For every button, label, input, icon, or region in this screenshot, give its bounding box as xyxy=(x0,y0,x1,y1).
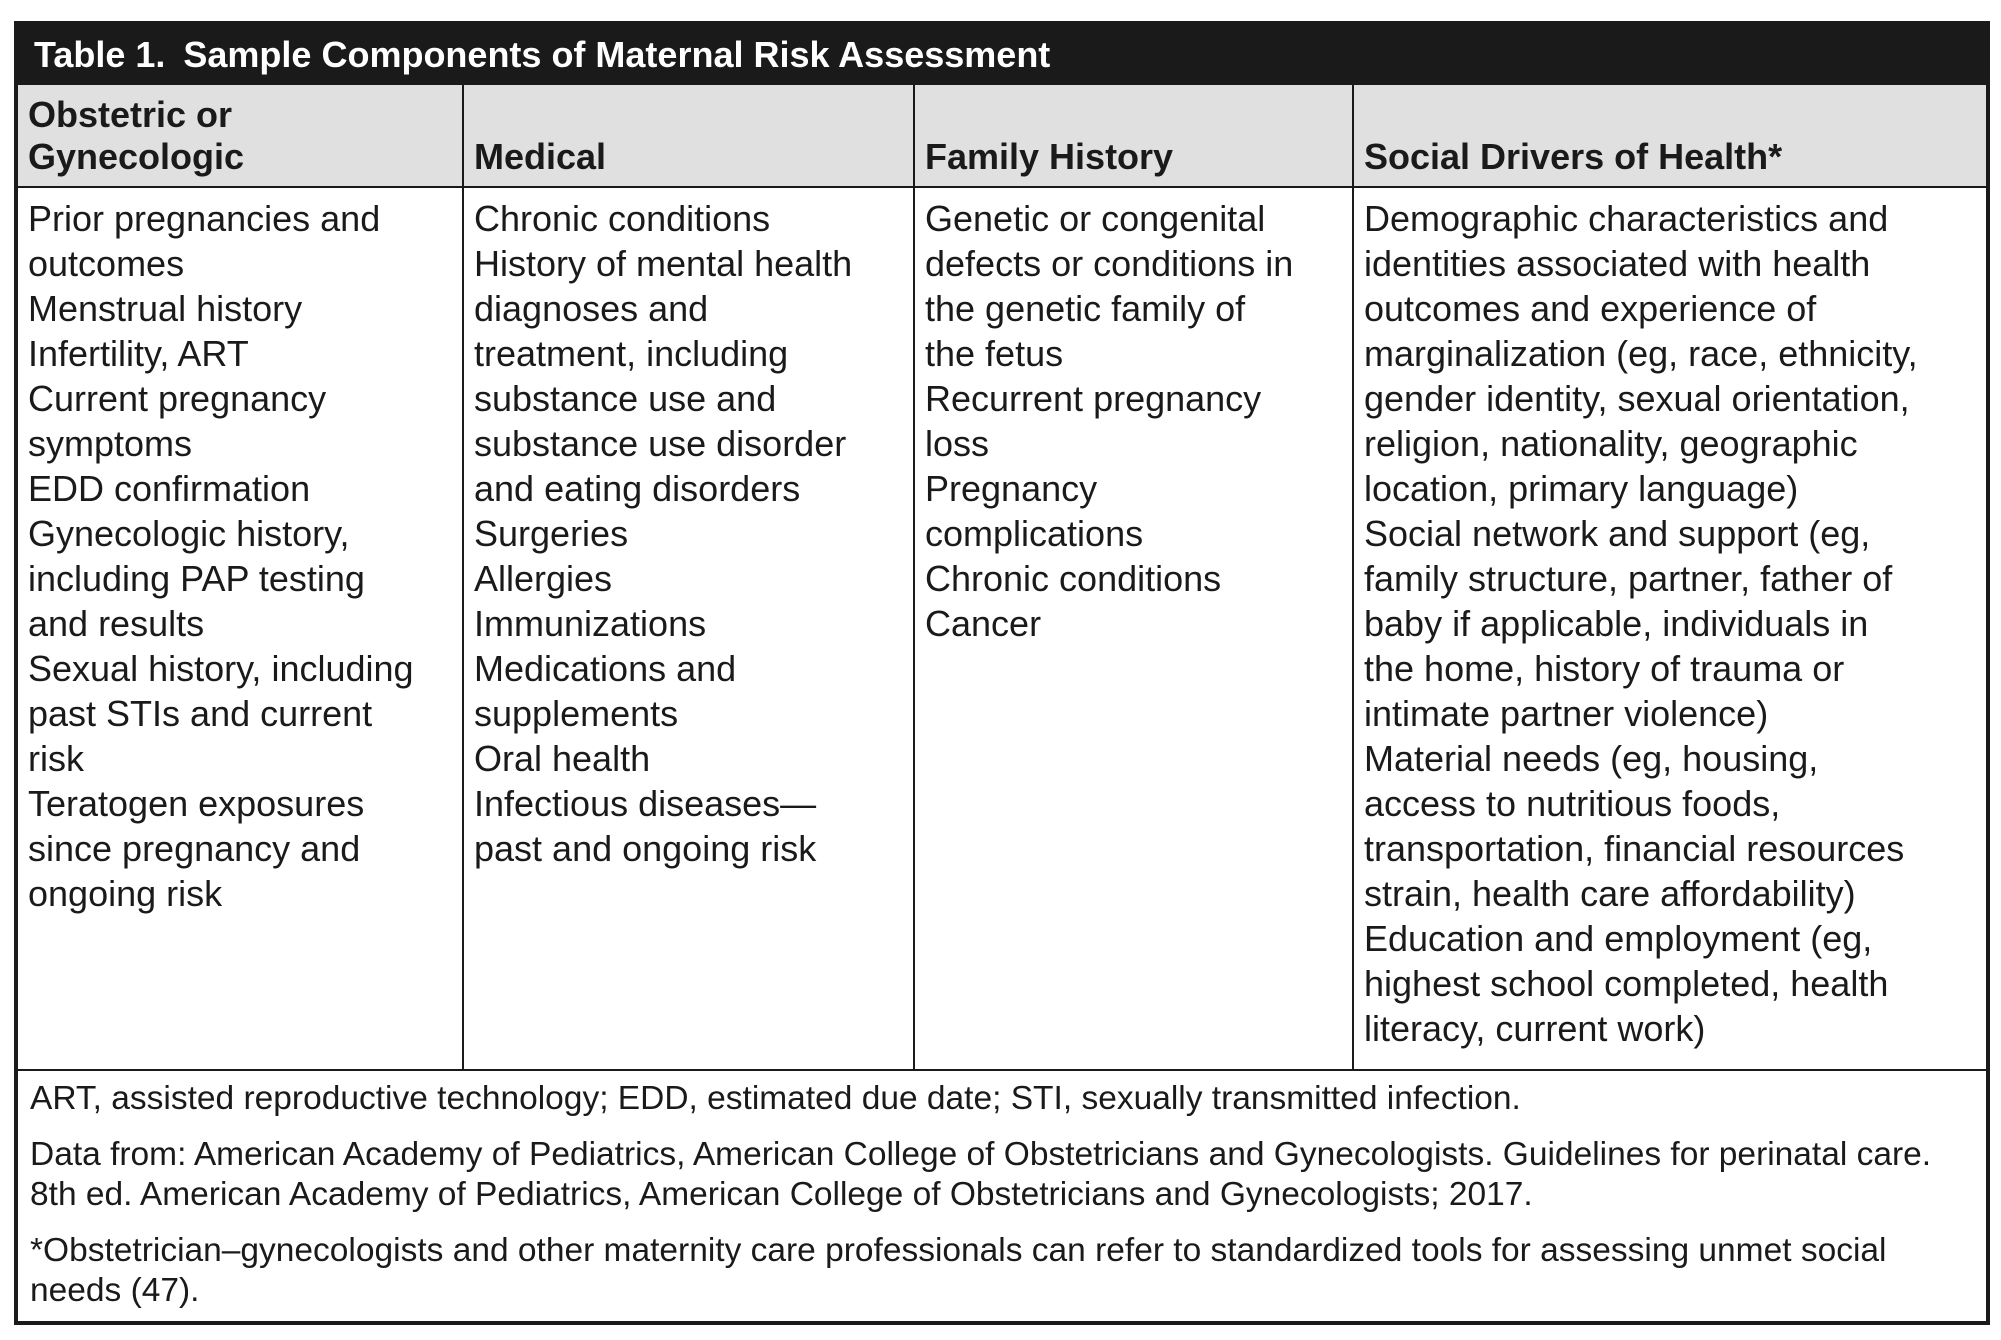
list-item: Menstrual history xyxy=(28,288,303,329)
list-item: Cancer xyxy=(925,603,1042,644)
maternal-risk-table xyxy=(14,21,1990,1325)
list-item: Current pregnancy symptoms xyxy=(28,378,327,464)
column-body-0 xyxy=(18,188,462,1069)
list-item: Chronic conditions xyxy=(474,198,771,239)
table-title-bar xyxy=(18,25,1986,85)
list-item: Allergies xyxy=(474,558,613,599)
column-body-3 xyxy=(1352,188,1986,1069)
column-header-label: Obstetric or Gynecologic xyxy=(28,94,245,177)
table-number-label: Table 1. xyxy=(34,34,166,75)
column-header-2 xyxy=(913,85,1352,186)
list-item: EDD confirmation xyxy=(28,468,311,509)
list-item: Recurrent pregnancy loss xyxy=(925,378,1262,464)
list-item: Prior pregnancies and outcomes xyxy=(28,198,381,284)
column-header-label: Family History xyxy=(925,136,1174,177)
footnote: *Obstetrician–gynecologists and other maternity care professionals can refer to standardized tools for assessing unmet social needs (47). xyxy=(30,1232,1887,1309)
column-header-0 xyxy=(18,85,462,186)
list-item: Infectious diseases—past and ongoing risk xyxy=(474,783,817,869)
list-item: Demographic characteristics and identities associated with health outcomes and experience of marginalization (eg, race, ethnicity, gender identity, sexual orientation, religion, nationality, geographic location, primary language) xyxy=(1364,198,1918,509)
footnote: Data from: American Academy of Pediatrics, American College of Obstetricians and Gynecologists. Guidelines for perinatal care. 8th ed. American Academy of Pediatrics, American College of Obstetricians and Gynecologists; 2017. xyxy=(30,1136,1932,1213)
list-item: Education and employment (eg, highest school completed, health literacy, current work) xyxy=(1364,918,1889,1049)
list-item: Immunizations xyxy=(474,603,707,644)
list-item: Surgeries xyxy=(474,513,629,554)
list-item: Infertility, ART xyxy=(28,333,249,374)
column-header-label: Medical xyxy=(474,136,607,177)
column-header-1 xyxy=(462,85,913,186)
table-footnotes xyxy=(18,1071,1986,1321)
list-item: Chronic conditions xyxy=(925,558,1222,599)
table-title: Sample Components of Maternal Risk Assessment xyxy=(183,34,1051,75)
list-item: History of mental health diagnoses and treatment, including substance use and substance use disorder and eating disorders xyxy=(474,243,853,509)
list-item: Sexual history, including past STIs and current risk xyxy=(28,648,414,779)
list-item: Social network and support (eg, family structure, partner, father of baby if applicable, individuals in the home, history of trauma or intimate partner violence) xyxy=(1364,513,1893,734)
column-body-1 xyxy=(462,188,913,1069)
list-item: Gynecologic history, including PAP testing and results xyxy=(28,513,365,644)
list-item: Medications and supplements xyxy=(474,648,737,734)
table-header-row xyxy=(18,85,1986,188)
table-body-row xyxy=(18,188,1986,1071)
column-body-2 xyxy=(913,188,1352,1069)
list-item: Material needs (eg, housing, access to nutritious foods, transportation, financial resources strain, health care affordability) xyxy=(1364,738,1905,914)
list-item: Pregnancy complications xyxy=(925,468,1144,554)
column-header-3 xyxy=(1352,85,1986,186)
list-item: Genetic or congenital defects or conditions in the genetic family of the fetus xyxy=(925,198,1294,374)
list-item: Teratogen exposures since pregnancy and ongoing risk xyxy=(28,783,365,914)
footnote: ART, assisted reproductive technology; EDD, estimated due date; STI, sexually transmitted infection. xyxy=(30,1080,1521,1117)
list-item: Oral health xyxy=(474,738,651,779)
column-header-label: Social Drivers of Health* xyxy=(1364,136,1783,177)
